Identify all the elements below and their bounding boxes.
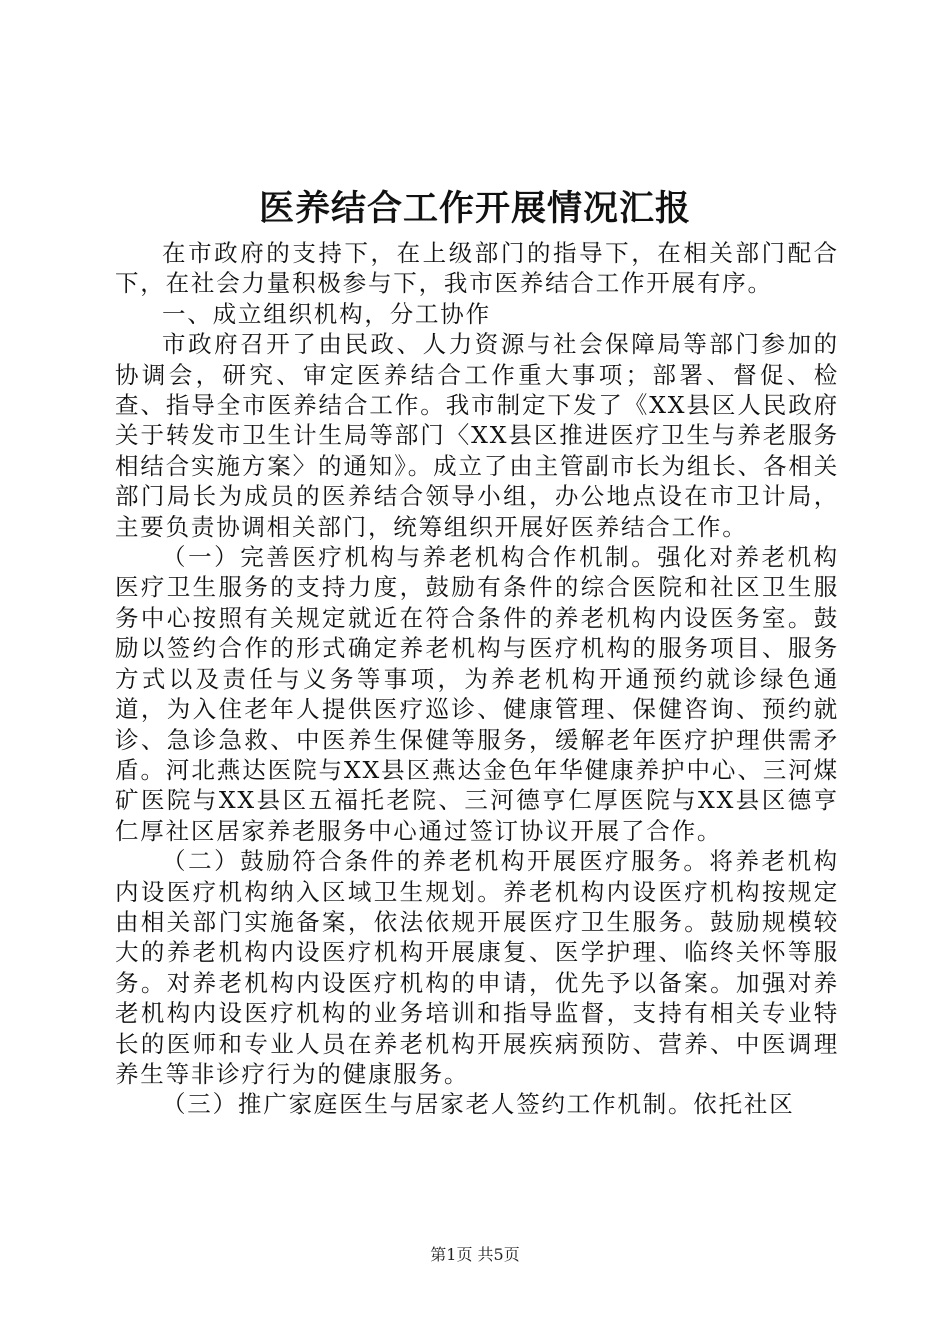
body-paragraph: 市政府召开了由民政、人力资源与社会保障局等部门参加的协调会，研究、审定医养结合工作重大事项；部署、督促、检查、指导全市医养结合工作。我市制定下发了《XX县区人民政府关于转发市卫生计生局等部门〈XX县区推进医疗卫生与养老服务相结合实施方案〉的通知》。成立了由主管副市长为组长、各相关部门局长为成员的医养结合领导小组，办公地点设在市卫计局，主要负责协调相关部门，统筹组织开展好医养结合工作。 [115, 330, 839, 541]
page-footer: 第1页 共5页 [430, 1245, 520, 1264]
body-paragraph: （二）鼓励符合条件的养老机构开展医疗服务。将养老机构内设医疗机构纳入区域卫生规划。养老机构内设医疗机构按规定由相关部门实施备案，依法依规开展医疗卫生服务。鼓励规模较大的养老机构内设医疗机构开展康复、医学护理、临终关怀等服务。对养老机构内设医疗机构的申请，优先予以备案。加强对养老机构内设医疗机构的业务培训和指导监督，支持有相关专业特长的医师和专业人员在养老机构开展疾病预防、营养、中医调理养生等非诊疗行为的健康服务。 [115, 847, 839, 1088]
document-body [115, 238, 839, 1120]
section-heading: 一、成立组织机构，分工协作 [162, 299, 491, 328]
body-paragraph: （一）完善医疗机构与养老机构合作机制。强化对养老机构医疗卫生服务的支持力度，鼓励有条件的综合医院和社区卫生服务中心按照有关规定就近在符合条件的养老机构内设医务室。鼓励以签约合作的形式确定养老机构与医疗机构的服务项目、服务方式以及责任与义务等事项，为养老机构开通预约就诊绿色通道，为入住老年人提供医疗巡诊、健康管理、保健咨询、预约就诊、急诊急救、中医养生保健等服务，缓解老年医疗护理供需矛盾。河北燕达医院与XX县区燕达金色年华健康养护中心、三河煤矿医院与XX县区五福托老院、三河德亨仁厚医院与XX县区德亨仁厚社区居家养老服务中心通过签订协议开展了合作。 [115, 543, 839, 845]
body-paragraph: （三）推广家庭医生与居家老人签约工作机制。依托社区 [162, 1090, 795, 1119]
intro-paragraph: 在市政府的支持下，在上级部门的指导下，在相关部门配合下，在社会力量积极参与下，我市医养结合工作开展有序。 [115, 239, 839, 298]
document-title: 医养结合工作开展情况汇报 [258, 188, 691, 229]
